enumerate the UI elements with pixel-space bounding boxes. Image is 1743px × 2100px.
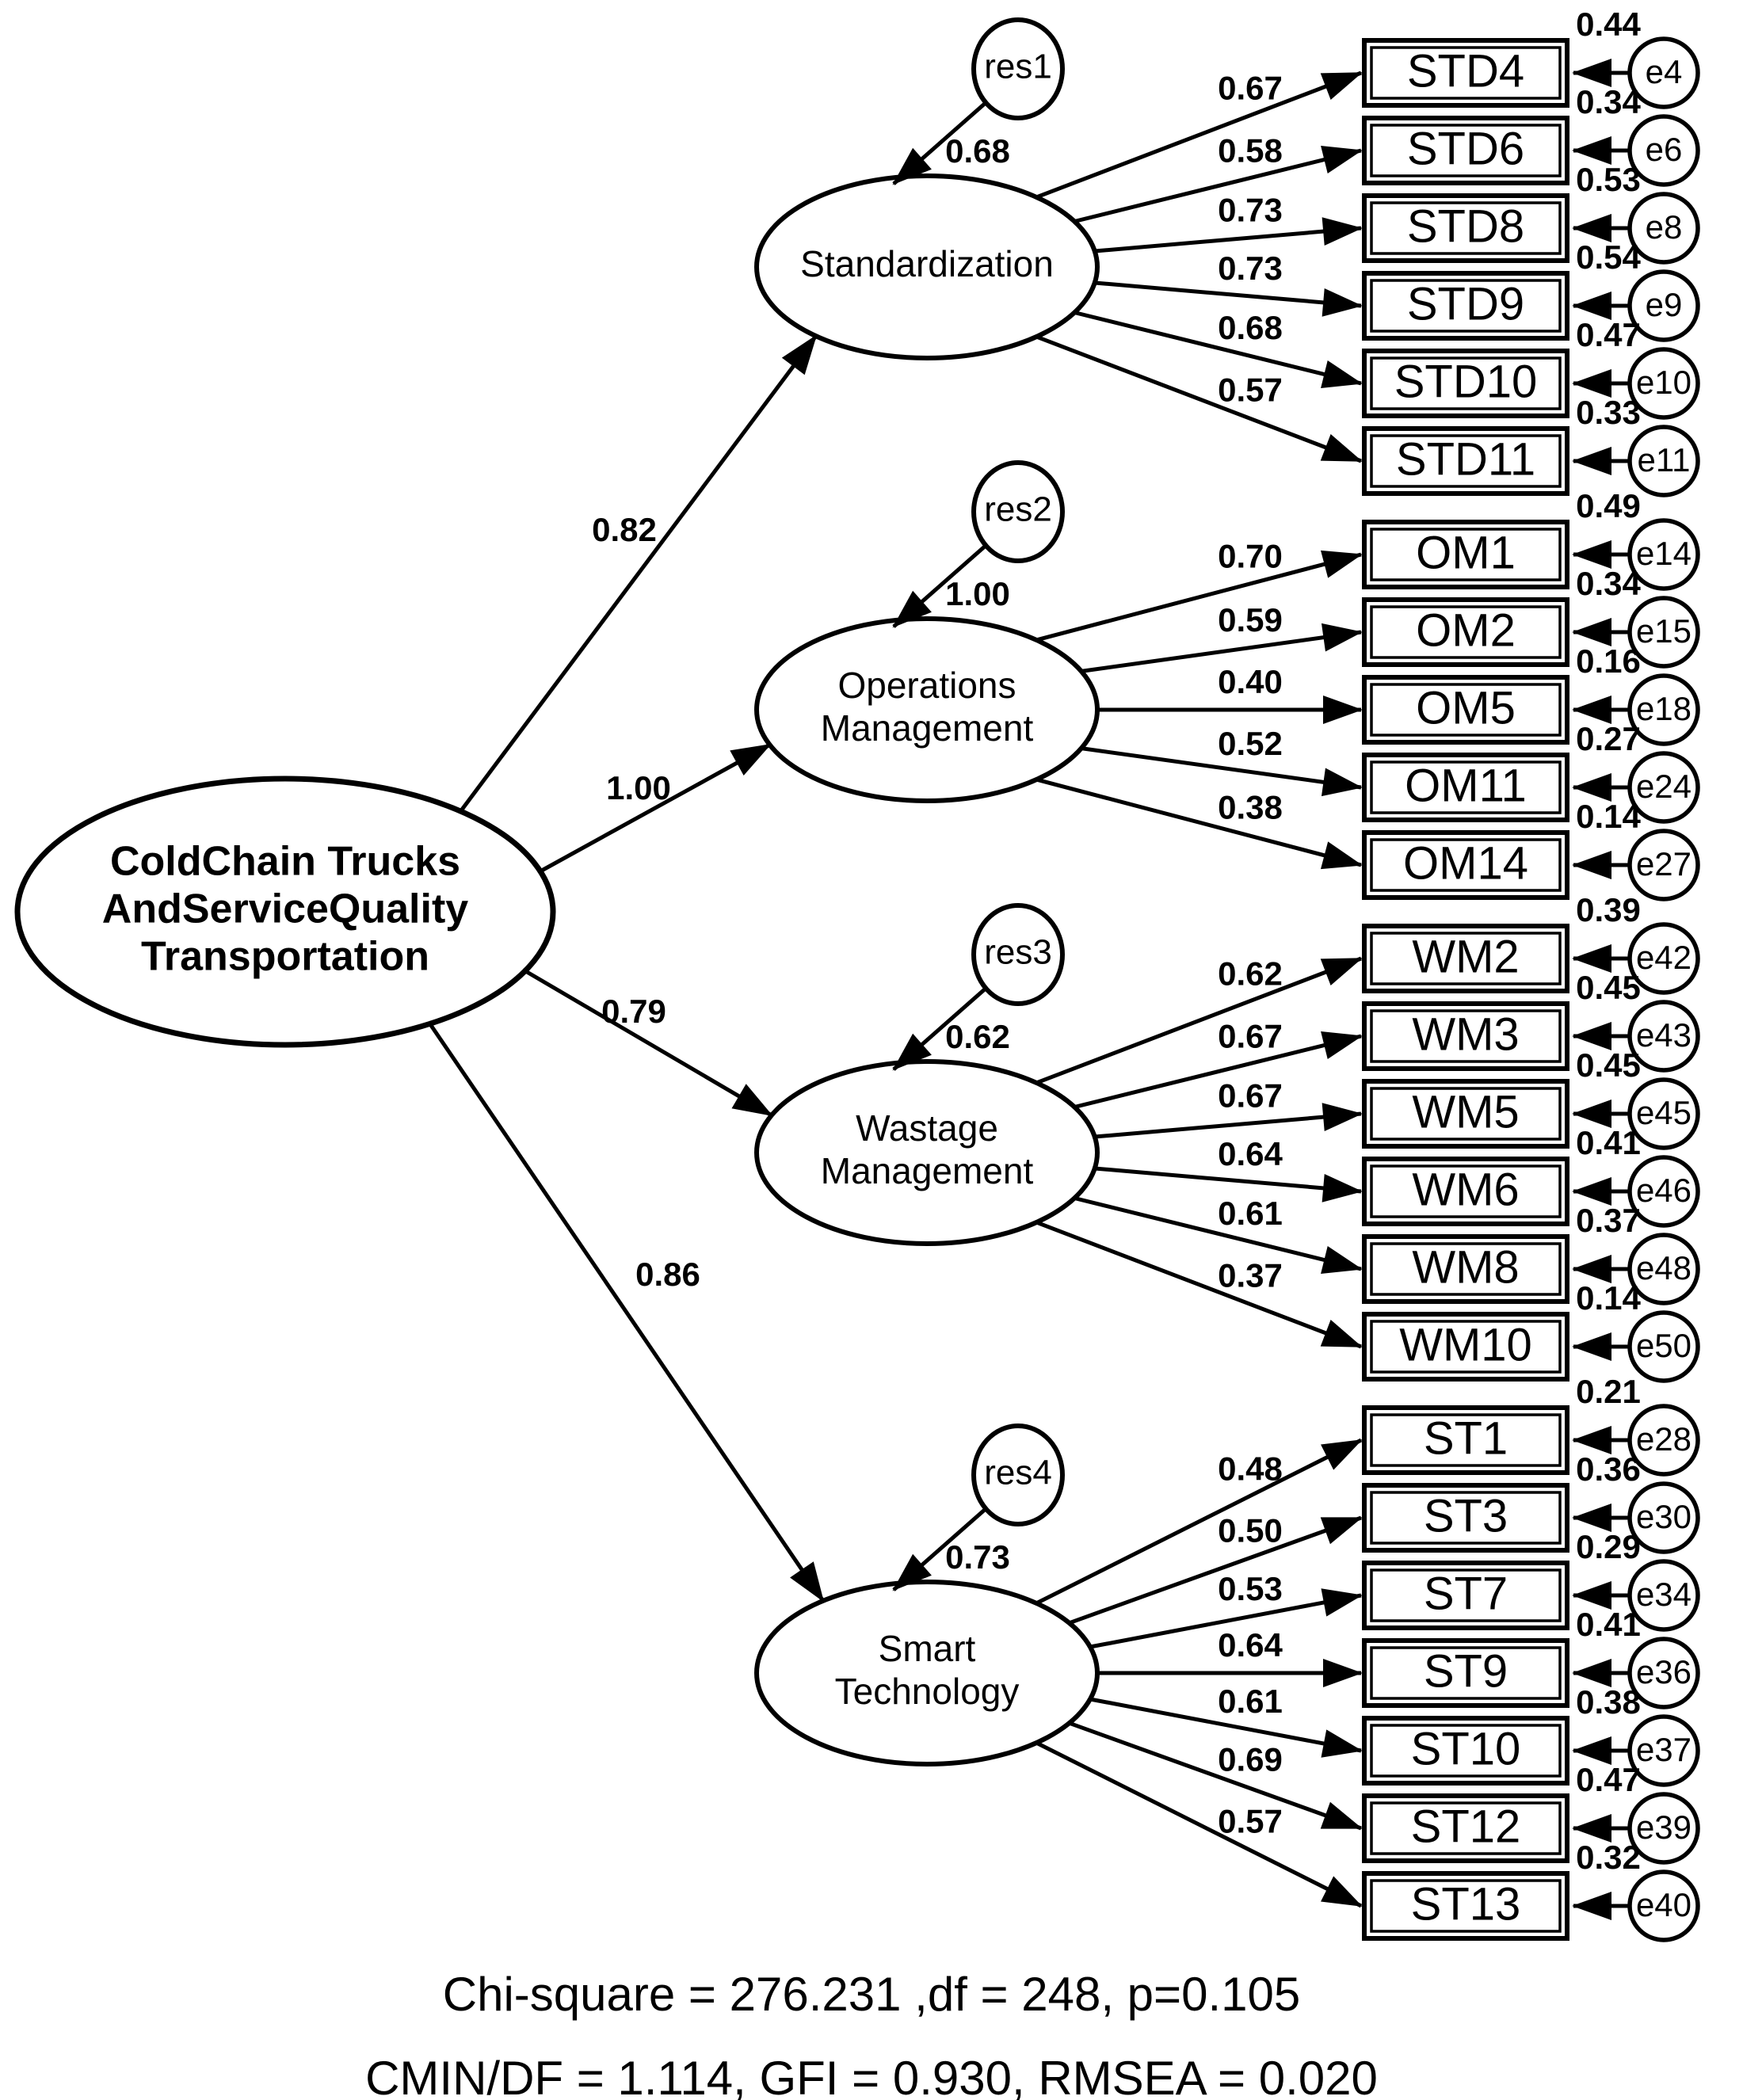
residual-value-label-res3: 0.62 xyxy=(945,1018,1010,1056)
error-name-label-e24: e24 xyxy=(1635,768,1692,806)
main-latent-label-line: Transportation xyxy=(140,933,430,980)
latent-label-operations-management: Operations xyxy=(837,665,1016,707)
loading-label-wm6: 0.64 xyxy=(1218,1134,1283,1172)
indicator-label-om5: OM5 xyxy=(1416,682,1516,734)
loading-label-st12: 0.69 xyxy=(1218,1740,1283,1778)
error-variance-label-e48: 0.37 xyxy=(1576,1202,1641,1240)
indicator-label-st7: ST7 xyxy=(1423,1568,1508,1620)
error-variance-label-e34: 0.29 xyxy=(1576,1528,1641,1566)
loading-label-std4: 0.67 xyxy=(1218,69,1283,107)
indicator-label-st3: ST3 xyxy=(1423,1490,1508,1542)
indicator-label-wm8: WM8 xyxy=(1412,1241,1520,1294)
indicator-label-om14: OM14 xyxy=(1403,837,1528,890)
residual-value-label-res4: 0.73 xyxy=(945,1538,1010,1576)
error-name-label-e28: e28 xyxy=(1635,1420,1692,1458)
indicator-label-om2: OM2 xyxy=(1416,604,1516,657)
loading-label-om11: 0.52 xyxy=(1218,725,1283,763)
error-name-label-e40: e40 xyxy=(1635,1886,1692,1924)
loading-label-std8: 0.73 xyxy=(1218,191,1283,229)
loading-arrow-st3 xyxy=(1070,1518,1361,1623)
error-name-label-e43: e43 xyxy=(1635,1016,1692,1054)
latent-label-wastage-management: Wastage xyxy=(856,1107,998,1149)
loading-label-om14: 0.38 xyxy=(1218,788,1283,826)
error-variance-label-e6: 0.34 xyxy=(1576,83,1641,121)
path-arrow-operations-management xyxy=(539,745,770,872)
loading-label-std9: 0.73 xyxy=(1218,249,1283,287)
indicator-label-wm2: WM2 xyxy=(1412,931,1520,983)
indicator-label-std9: STD9 xyxy=(1406,278,1525,330)
error-name-label-e9: e9 xyxy=(1645,286,1683,324)
loading-label-std6: 0.58 xyxy=(1218,131,1283,170)
loading-label-std11: 0.57 xyxy=(1218,371,1283,409)
indicator-label-st13: ST13 xyxy=(1410,1878,1521,1930)
loading-label-om2: 0.59 xyxy=(1218,601,1283,639)
error-name-label-e14: e14 xyxy=(1635,535,1692,573)
path-arrow-standardization xyxy=(460,336,816,813)
indicator-label-st12: ST12 xyxy=(1410,1801,1521,1853)
loading-label-om5: 0.40 xyxy=(1218,663,1283,701)
error-variance-label-e28: 0.21 xyxy=(1576,1373,1641,1411)
loading-label-wm5: 0.67 xyxy=(1218,1077,1283,1115)
error-name-label-e45: e45 xyxy=(1635,1094,1692,1132)
error-name-label-e36: e36 xyxy=(1635,1653,1692,1691)
error-variance-label-e14: 0.49 xyxy=(1576,487,1641,525)
error-variance-label-e4: 0.44 xyxy=(1576,6,1641,44)
loading-arrow-om1 xyxy=(1036,555,1361,640)
error-name-label-e42: e42 xyxy=(1635,939,1692,977)
error-variance-label-e37: 0.38 xyxy=(1576,1683,1641,1721)
loading-arrow-std11 xyxy=(1036,337,1361,461)
indicator-label-st1: ST1 xyxy=(1423,1412,1508,1465)
loading-arrow-wm10 xyxy=(1036,1222,1361,1347)
loading-label-st9: 0.64 xyxy=(1218,1626,1283,1664)
main-latent-label-line: ColdChain Trucks xyxy=(109,838,461,885)
loading-arrow-st1 xyxy=(1036,1440,1361,1603)
latent-label-smart-technology: Smart xyxy=(878,1628,976,1670)
path-coefficient-label-standardization: 0.82 xyxy=(592,511,657,549)
error-name-label-e50: e50 xyxy=(1635,1327,1692,1365)
error-name-label-e46: e46 xyxy=(1635,1172,1692,1210)
error-name-label-e8: e8 xyxy=(1645,208,1683,246)
indicator-label-wm3: WM3 xyxy=(1412,1008,1520,1061)
error-name-label-e6: e6 xyxy=(1645,131,1683,169)
error-variance-label-e8: 0.53 xyxy=(1576,161,1641,199)
residual-name-label-res3: res3 xyxy=(984,932,1052,972)
fit-statistics-line-2: CMIN/DF = 1.114, GFI = 0.930, RMSEA = 0.020 xyxy=(365,2051,1378,2100)
latent-label-operations-management: Management xyxy=(820,707,1034,749)
error-name-label-e11: e11 xyxy=(1637,441,1691,479)
error-variance-label-e50: 0.14 xyxy=(1576,1279,1641,1317)
loading-label-st1: 0.48 xyxy=(1218,1450,1283,1488)
error-variance-label-e9: 0.54 xyxy=(1576,238,1641,276)
indicator-label-std8: STD8 xyxy=(1406,200,1525,253)
path-arrow-wastage-management xyxy=(523,970,772,1115)
main-latent-label-line: AndServiceQuality xyxy=(101,886,469,932)
error-variance-label-e40: 0.32 xyxy=(1576,1839,1641,1877)
loading-label-std10: 0.68 xyxy=(1218,308,1283,346)
error-variance-label-e36: 0.41 xyxy=(1576,1606,1641,1644)
residual-name-label-res4: res4 xyxy=(984,1453,1052,1492)
residual-name-label-res1: res1 xyxy=(984,47,1052,86)
error-name-label-e30: e30 xyxy=(1635,1498,1692,1536)
indicator-label-std11: STD11 xyxy=(1395,433,1536,486)
indicator-label-wm5: WM5 xyxy=(1412,1086,1520,1138)
latent-label-standardization: Standardization xyxy=(800,243,1054,285)
error-variance-label-e11: 0.33 xyxy=(1576,394,1641,432)
latent-label-smart-technology: Technology xyxy=(834,1671,1020,1713)
loading-arrow-om14 xyxy=(1036,779,1361,865)
error-name-label-e18: e18 xyxy=(1635,690,1692,728)
loading-arrow-wm2 xyxy=(1036,959,1361,1083)
error-name-label-e27: e27 xyxy=(1635,845,1692,883)
loading-label-st3: 0.50 xyxy=(1218,1511,1283,1549)
error-variance-label-e42: 0.39 xyxy=(1576,891,1641,929)
loading-arrow-std4 xyxy=(1036,73,1361,197)
loading-label-st13: 0.57 xyxy=(1218,1802,1283,1840)
loading-label-wm8: 0.61 xyxy=(1218,1194,1283,1232)
indicator-label-std4: STD4 xyxy=(1406,45,1525,97)
error-variance-label-e39: 0.47 xyxy=(1576,1761,1641,1799)
indicator-label-std6: STD6 xyxy=(1406,123,1525,175)
loading-label-wm3: 0.67 xyxy=(1218,1017,1283,1055)
error-variance-label-e45: 0.45 xyxy=(1576,1046,1641,1084)
residual-name-label-res2: res2 xyxy=(984,490,1052,529)
loading-label-wm10: 0.37 xyxy=(1218,1256,1283,1294)
error-name-label-e37: e37 xyxy=(1635,1731,1692,1769)
indicator-label-om11: OM11 xyxy=(1405,760,1527,812)
error-variance-label-e27: 0.14 xyxy=(1576,798,1641,836)
error-variance-label-e18: 0.16 xyxy=(1576,642,1641,680)
indicator-label-om1: OM1 xyxy=(1416,527,1516,579)
indicator-label-st10: ST10 xyxy=(1410,1723,1521,1775)
fit-statistics-line-1: Chi-square = 276.231 ,df = 248, p=0.105 xyxy=(442,1967,1301,2021)
indicator-label-wm10: WM10 xyxy=(1399,1319,1532,1371)
error-variance-label-e10: 0.47 xyxy=(1576,316,1641,354)
loading-label-st7: 0.53 xyxy=(1218,1570,1283,1608)
error-variance-label-e24: 0.27 xyxy=(1576,720,1641,758)
error-variance-label-e15: 0.34 xyxy=(1576,565,1641,603)
loading-arrow-wm5 xyxy=(1095,1114,1361,1137)
error-variance-label-e43: 0.45 xyxy=(1576,969,1641,1007)
loading-arrow-std8 xyxy=(1095,228,1361,251)
error-name-label-e39: e39 xyxy=(1635,1808,1692,1847)
residual-value-label-res1: 0.68 xyxy=(945,132,1010,170)
loading-label-st10: 0.61 xyxy=(1218,1683,1283,1721)
error-name-label-e34: e34 xyxy=(1635,1576,1692,1614)
path-coefficient-label-wastage-management: 0.79 xyxy=(601,993,666,1031)
loading-arrow-st12 xyxy=(1070,1723,1361,1828)
latent-label-wastage-management: Management xyxy=(820,1150,1034,1192)
indicator-label-std10: STD10 xyxy=(1394,356,1538,408)
loading-label-wm2: 0.62 xyxy=(1218,955,1283,993)
error-name-label-e15: e15 xyxy=(1635,612,1692,650)
path-coefficient-label-operations-management: 1.00 xyxy=(606,769,671,807)
path-coefficient-label-smart-technology: 0.86 xyxy=(635,1256,700,1294)
indicator-label-wm6: WM6 xyxy=(1412,1164,1520,1216)
loading-arrow-st13 xyxy=(1036,1740,1361,1906)
error-name-label-e4: e4 xyxy=(1645,53,1683,91)
loading-label-om1: 0.70 xyxy=(1218,537,1283,575)
error-variance-label-e30: 0.36 xyxy=(1576,1450,1641,1488)
error-name-label-e48: e48 xyxy=(1635,1249,1692,1287)
indicator-label-st9: ST9 xyxy=(1423,1645,1508,1698)
residual-value-label-res2: 1.00 xyxy=(945,575,1010,613)
error-name-label-e10: e10 xyxy=(1635,364,1692,402)
error-variance-label-e46: 0.41 xyxy=(1576,1124,1641,1162)
